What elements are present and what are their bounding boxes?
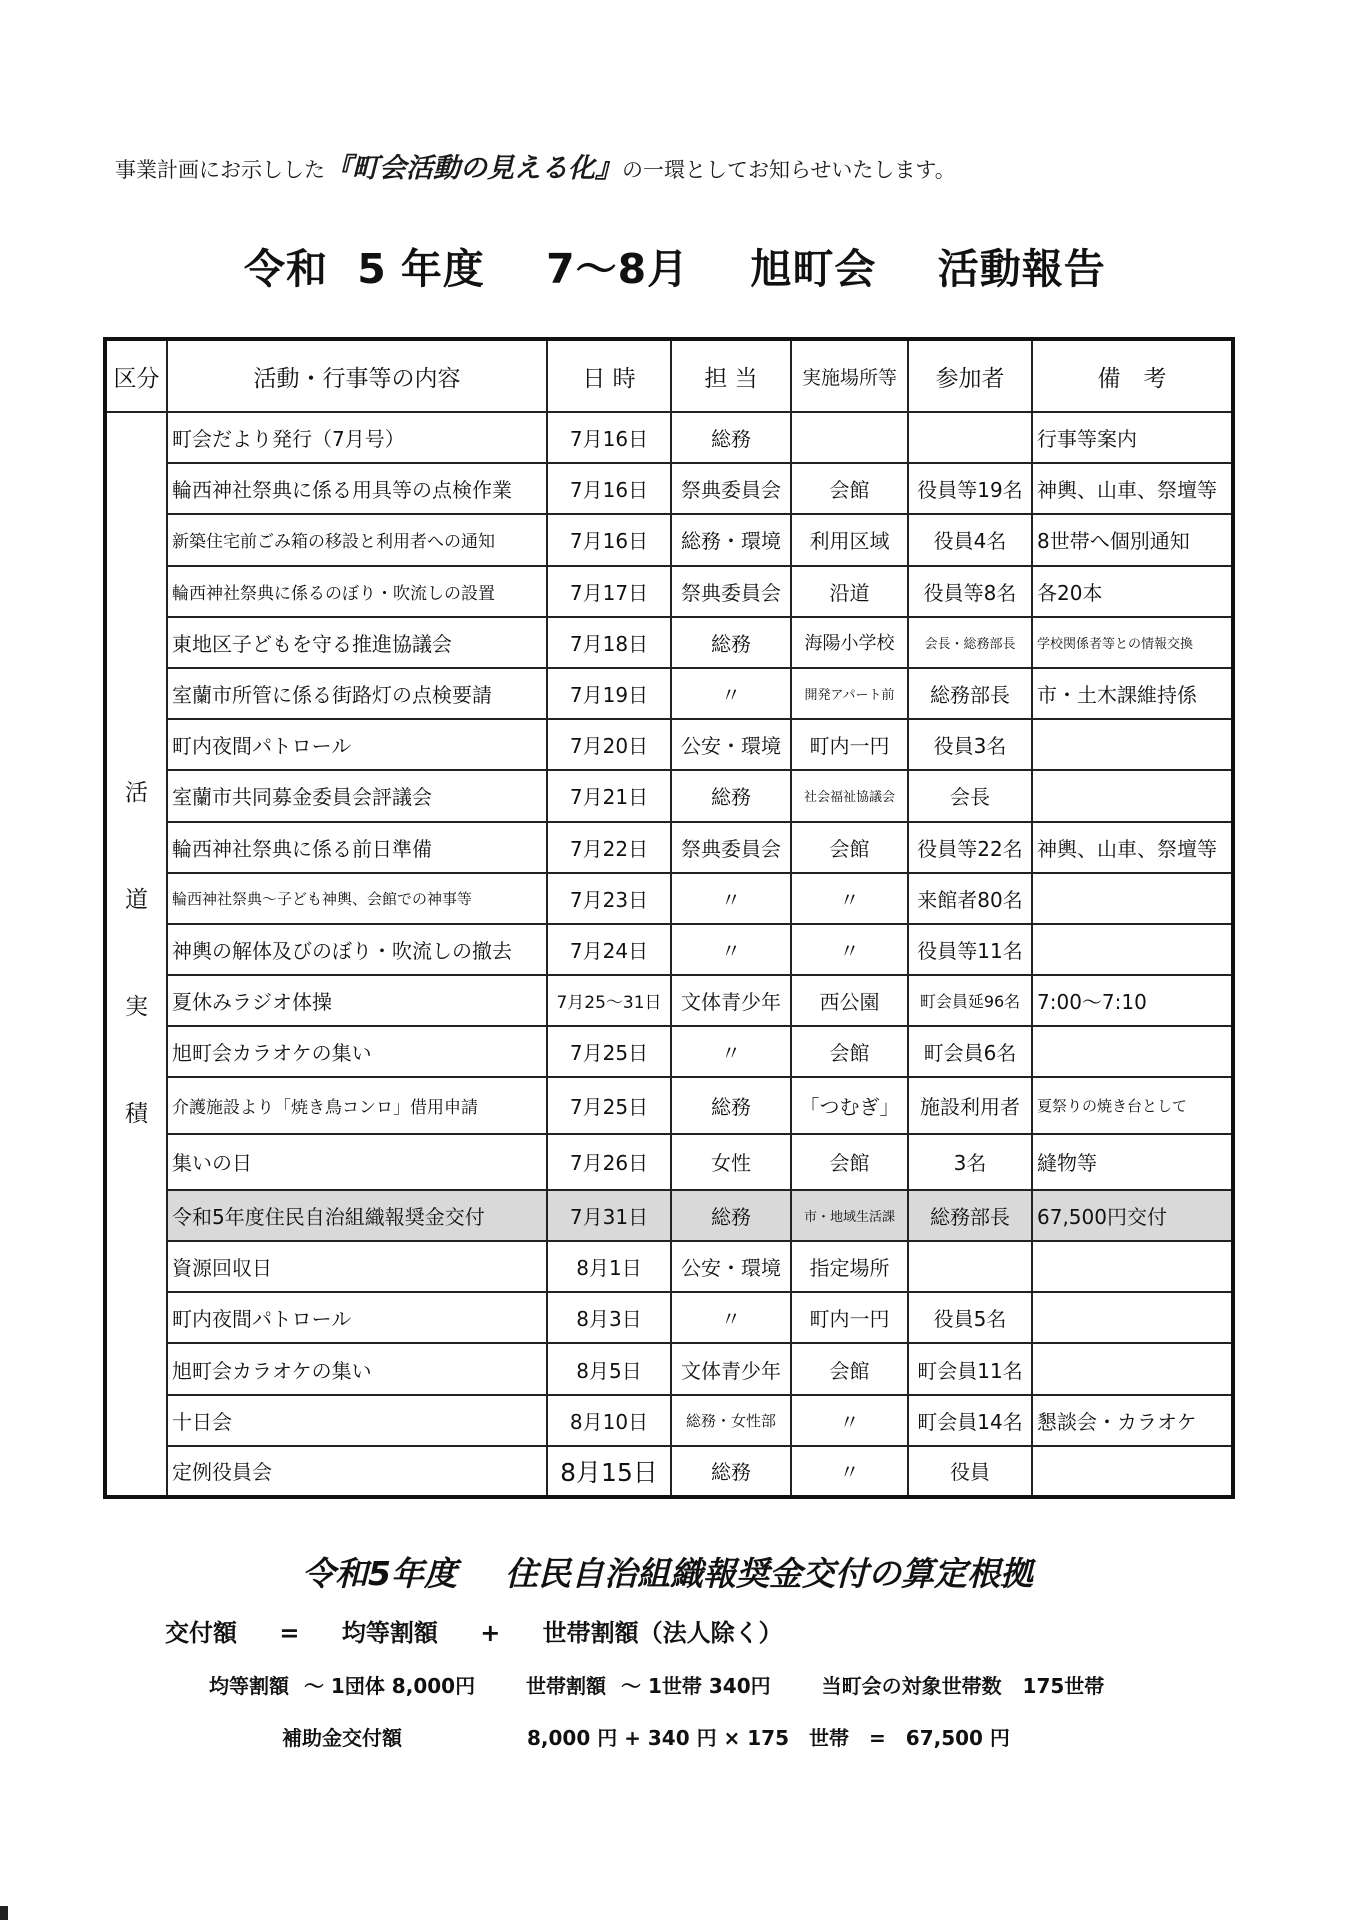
formula-lhs: 交付額 [165, 1619, 237, 1647]
cell-content: 室蘭市所管に係る街路灯の点検要請 [167, 668, 547, 719]
cell-notes [1032, 1026, 1233, 1077]
cell-notes [1032, 1292, 1233, 1343]
title-year-suffix: 年度 [400, 245, 485, 293]
cell-notes: 縫物等 [1032, 1134, 1233, 1190]
cell-person: 文体青少年 [671, 1343, 791, 1394]
cell-content: 十日会 [167, 1395, 547, 1446]
cell-notes [1032, 770, 1233, 821]
cell-content: 令和5年度住民自治組織報奨金交付 [167, 1190, 547, 1241]
cell-participants: 総務部長 [908, 668, 1032, 719]
formula-eq: = [279, 1619, 300, 1647]
cell-date: 7月17日 [547, 566, 671, 617]
cell-notes [1032, 1343, 1233, 1394]
cell-place: 市・地域生活課 [791, 1190, 908, 1241]
cell-notes [1032, 873, 1233, 924]
equal-value: ～ 1団体 8,000円 [303, 1674, 476, 1698]
cell-date: 8月3日 [547, 1292, 671, 1343]
title-org: 旭町会 [750, 245, 877, 293]
cell-participants: 役員等19名 [908, 463, 1032, 514]
cell-place [791, 412, 908, 463]
cell-person: 祭典委員会 [671, 463, 791, 514]
cell-participants: 役員3名 [908, 719, 1032, 770]
cell-notes: 懇談会・カラオケ [1032, 1395, 1233, 1446]
cell-date: 8月15日 [547, 1446, 671, 1497]
table-row [105, 1134, 1233, 1190]
header-person: 担 当 [671, 339, 791, 412]
cell-participants: 会長・総務部長 [908, 617, 1032, 668]
cell-participants: 来館者80名 [908, 873, 1032, 924]
cell-notes [1032, 1446, 1233, 1497]
intro-after: の一環としてお知らせいたします。 [622, 158, 956, 182]
cell-person: 総務・女性部 [671, 1395, 791, 1446]
cell-date: 7月26日 [547, 1134, 671, 1190]
basis-title-text: 住民自治組織報奨金交付の算定根拠 [504, 1554, 1033, 1593]
cell-content: 旭町会カラオケの集い [167, 1026, 547, 1077]
cell-place: 会館 [791, 1026, 908, 1077]
cell-participants: 役員 [908, 1446, 1032, 1497]
cell-notes: 市・土木課維持係 [1032, 668, 1233, 719]
cell-notes: 夏祭りの焼き台として [1032, 1077, 1233, 1133]
table-row [105, 566, 1233, 617]
cell-place: 西公園 [791, 975, 908, 1026]
cell-person: 総務 [671, 770, 791, 821]
table-row [105, 1395, 1233, 1446]
cell-place: 町内一円 [791, 719, 908, 770]
title-year: 5 [357, 245, 387, 293]
cell-date: 8月5日 [547, 1343, 671, 1394]
cell-participants: 役員等22名 [908, 822, 1032, 873]
calc-line [282, 1722, 1010, 1751]
cell-person: 公安・環境 [671, 719, 791, 770]
header-category: 区分 [105, 339, 167, 412]
cell-content: 町会だより発行（7月号） [167, 412, 547, 463]
header-notes: 備 考 [1032, 339, 1233, 412]
table-row [105, 1026, 1233, 1077]
cell-notes: 神輿、山車、祭壇等 [1032, 822, 1233, 873]
cell-place: 海陽小学校 [791, 617, 908, 668]
cell-content: 町内夜間パトロール [167, 1292, 547, 1343]
cell-person: 文体青少年 [671, 975, 791, 1026]
cell-content: 旭町会カラオケの集い [167, 1343, 547, 1394]
table-row [105, 668, 1233, 719]
cell-date: 7月25日 [547, 1077, 671, 1133]
basis-title [302, 1548, 1033, 1595]
cell-date: 7月16日 [547, 463, 671, 514]
calc-label: 補助金交付額 [282, 1726, 402, 1750]
cell-date: 8月10日 [547, 1395, 671, 1446]
cell-content: 町内夜間パトロール [167, 719, 547, 770]
cell-person: 〃 [671, 1292, 791, 1343]
table-row [105, 617, 1233, 668]
table-row [105, 463, 1233, 514]
cell-content: 定例役員会 [167, 1446, 547, 1497]
cell-date: 7月23日 [547, 873, 671, 924]
table-row [105, 1241, 1233, 1292]
table-row [105, 873, 1233, 924]
activity-table [103, 337, 1235, 1499]
household-label: 世帯割額 [526, 1674, 607, 1698]
cell-participants: 役員4名 [908, 514, 1032, 565]
cell-date: 7月18日 [547, 617, 671, 668]
section-char: 道 [125, 887, 148, 913]
cell-place: 利用区域 [791, 514, 908, 565]
intro-emphasis: 『町会活動の見える化』 [325, 153, 622, 184]
cell-content: 資源回収日 [167, 1241, 547, 1292]
cell-date: 7月19日 [547, 668, 671, 719]
table-row [105, 1077, 1233, 1133]
cell-place: 〃 [791, 924, 908, 975]
table-row [105, 1343, 1233, 1394]
cell-content: 介護施設より「焼き鳥コンロ」借用申請 [167, 1077, 547, 1133]
household-value: ～ 1世帯 340円 [621, 1674, 771, 1698]
table-row [105, 770, 1233, 821]
cell-participants: 施設利用者 [908, 1077, 1032, 1133]
header-date: 日 時 [547, 339, 671, 412]
cell-notes: 7:00～7:10 [1032, 975, 1233, 1026]
cell-person: 〃 [671, 668, 791, 719]
cell-date: 7月24日 [547, 924, 671, 975]
cell-notes: 神輿、山車、祭壇等 [1032, 463, 1233, 514]
cell-participants: 町会員延96名 [908, 975, 1032, 1026]
cell-person: 総務 [671, 412, 791, 463]
rates-line [209, 1670, 1104, 1699]
cell-participants: 町会員11名 [908, 1343, 1032, 1394]
cell-date: 7月21日 [547, 770, 671, 821]
table-header-row [105, 339, 1233, 412]
cell-content: 夏休みラジオ体操 [167, 975, 547, 1026]
cell-notes: 8世帯へ個別通知 [1032, 514, 1233, 565]
cell-date: 7月22日 [547, 822, 671, 873]
section-char: 実 [125, 994, 148, 1020]
table-row [105, 1292, 1233, 1343]
cell-participants: 会長 [908, 770, 1032, 821]
table-row [105, 719, 1233, 770]
cell-date: 7月16日 [547, 412, 671, 463]
intro-before: 事業計画にお示しした [115, 158, 325, 182]
cell-participants: 役員5名 [908, 1292, 1032, 1343]
cell-content: 東地区子どもを守る推進協議会 [167, 617, 547, 668]
formula-term1: 均等割額 [341, 1619, 438, 1647]
cell-participants [908, 1241, 1032, 1292]
cell-place: 「つむぎ」 [791, 1077, 908, 1133]
cell-content: 室蘭市共同募金委員会評議会 [167, 770, 547, 821]
cell-place: 沿道 [791, 566, 908, 617]
cell-participants: 町会員14名 [908, 1395, 1032, 1446]
cell-place: 〃 [791, 1395, 908, 1446]
count-label: 当町会の対象世帯数 [821, 1674, 1002, 1698]
section-label [105, 412, 167, 1497]
cell-person: 総務 [671, 1077, 791, 1133]
cell-date: 7月25日 [547, 1026, 671, 1077]
cell-notes: 各20本 [1032, 566, 1233, 617]
table-row [105, 1446, 1233, 1497]
cell-participants: 役員等8名 [908, 566, 1032, 617]
cell-content: 輪西神社祭典～子ども神輿、会館での神事等 [167, 873, 547, 924]
cell-date: 7月31日 [547, 1190, 671, 1241]
cell-place: 開発アパート前 [791, 668, 908, 719]
cell-notes: 行事等案内 [1032, 412, 1233, 463]
cell-participants: 町会員6名 [908, 1026, 1032, 1077]
cell-content: 神輿の解体及びのぼり・吹流しの撤去 [167, 924, 547, 975]
table-row-highlighted [105, 1190, 1233, 1241]
table-row [105, 822, 1233, 873]
count-value: 175世帯 [1022, 1674, 1105, 1698]
cell-place: 会館 [791, 822, 908, 873]
cell-place: 会館 [791, 1343, 908, 1394]
cell-content: 集いの日 [167, 1134, 547, 1190]
cell-person: 総務 [671, 1446, 791, 1497]
cell-person: 〃 [671, 924, 791, 975]
cell-participants [908, 412, 1032, 463]
cell-notes: 学校関係者等との情報交換 [1032, 617, 1233, 668]
cell-participants: 役員等11名 [908, 924, 1032, 975]
calc-expression: 8,000 円 + 340 円 × 175 世帯 = 67,500 円 [526, 1726, 1010, 1750]
cell-person: 祭典委員会 [671, 566, 791, 617]
header-place: 実施場所等 [791, 339, 908, 412]
section-char: 積 [125, 1101, 148, 1127]
cell-place: 〃 [791, 1446, 908, 1497]
cell-content: 新築住宅前ごみ箱の移設と利用者への通知 [167, 514, 547, 565]
header-participants: 参加者 [908, 339, 1032, 412]
title-doc: 活動報告 [937, 245, 1106, 293]
cell-notes [1032, 719, 1233, 770]
cell-date: 7月20日 [547, 719, 671, 770]
cell-person: 女性 [671, 1134, 791, 1190]
cell-date: 7月25～31日 [547, 975, 671, 1026]
title-era: 令和 [244, 245, 328, 293]
scan-mark [0, 1906, 8, 1920]
intro-line [115, 146, 956, 185]
header-content: 活動・行事等の内容 [167, 339, 547, 412]
table-row [105, 975, 1233, 1026]
cell-content: 輪西神社祭典に係る用具等の点検作業 [167, 463, 547, 514]
cell-person: 総務 [671, 1190, 791, 1241]
cell-person: 公安・環境 [671, 1241, 791, 1292]
formula-plus: + [480, 1619, 501, 1647]
cell-content: 輪西神社祭典に係るのぼり・吹流しの設置 [167, 566, 547, 617]
cell-date: 7月16日 [547, 514, 671, 565]
formula-term2: 世帯割額（法人除く） [542, 1619, 783, 1647]
cell-person: 祭典委員会 [671, 822, 791, 873]
cell-participants: 3名 [908, 1134, 1032, 1190]
cell-place: 社会福祉協議会 [791, 770, 908, 821]
table-row [105, 412, 1233, 463]
equal-label: 均等割額 [209, 1674, 289, 1698]
cell-notes [1032, 924, 1233, 975]
basis-title-year: 令和5年度 [302, 1554, 457, 1593]
formula-line [165, 1613, 783, 1648]
table-row [105, 514, 1233, 565]
cell-participants: 総務部長 [908, 1190, 1032, 1241]
cell-place: 〃 [791, 873, 908, 924]
cell-person: 総務・環境 [671, 514, 791, 565]
title-period: 7～8月 [546, 245, 690, 293]
cell-place: 町内一円 [791, 1292, 908, 1343]
cell-person: 〃 [671, 1026, 791, 1077]
cell-person: 〃 [671, 873, 791, 924]
cell-place: 会館 [791, 1134, 908, 1190]
cell-content: 輪西神社祭典に係る前日準備 [167, 822, 547, 873]
table-row [105, 924, 1233, 975]
cell-date: 8月1日 [547, 1241, 671, 1292]
cell-person: 総務 [671, 617, 791, 668]
section-char: 活 [125, 780, 148, 806]
cell-notes: 67,500円交付 [1032, 1190, 1233, 1241]
cell-notes [1032, 1241, 1233, 1292]
cell-place: 会館 [791, 463, 908, 514]
page-title [244, 236, 1106, 295]
cell-place: 指定場所 [791, 1241, 908, 1292]
